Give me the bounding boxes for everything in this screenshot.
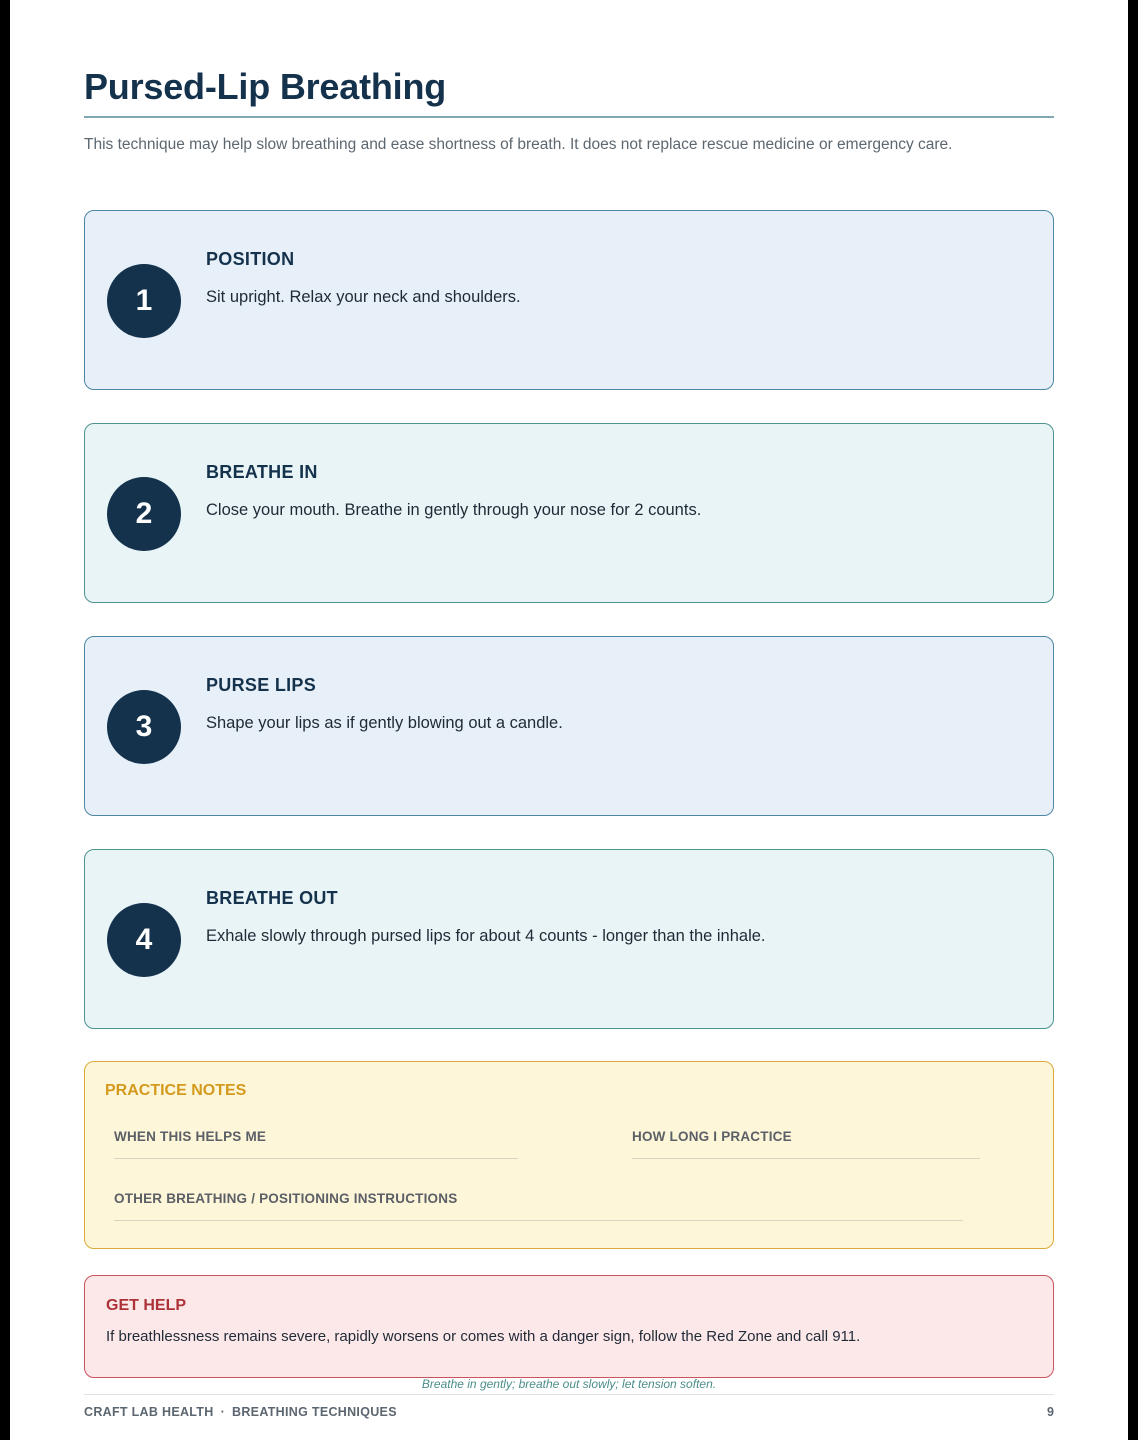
step-heading: PURSE LIPS	[206, 675, 317, 695]
step-description: Close your mouth. Breathe in gently through your nose for 2 counts.	[206, 501, 702, 519]
intro-text: This technique may help slow breathing and ease shortness of breath. It does not replace rescue medicine or emergency care.	[84, 136, 953, 153]
footer-separator: ·	[220, 1405, 226, 1419]
other-instructions-field[interactable]	[114, 1191, 457, 1206]
footer-section-name: BREATHING TECHNIQUES	[232, 1405, 397, 1419]
document-page	[10, 0, 1128, 1440]
step-card-position	[84, 210, 1054, 390]
page-title: Pursed-Lip Breathing	[84, 66, 447, 107]
step-card-purse-lips	[84, 636, 1054, 816]
when-helps-label: WHEN THIS HELPS ME	[114, 1129, 267, 1144]
step-number-badge: 4	[107, 903, 181, 977]
practice-notes-title: PRACTICE NOTES	[105, 1082, 247, 1099]
how-long-writing-line[interactable]	[632, 1158, 980, 1159]
footer-divider	[84, 1394, 1054, 1395]
page-number: 9	[1047, 1405, 1054, 1419]
when-helps-field[interactable]	[114, 1129, 266, 1144]
step-heading: POSITION	[206, 249, 295, 269]
step-description: Shape your lips as if gently blowing out a candle.	[206, 714, 563, 732]
step-number-badge: 3	[107, 690, 181, 764]
how-long-field[interactable]	[632, 1129, 792, 1144]
footer-brand-name: CRAFT LAB HEALTH	[84, 1405, 214, 1419]
step-number-badge: 2	[107, 477, 181, 551]
when-helps-writing-line[interactable]	[114, 1158, 518, 1159]
other-instructions-label: OTHER BREATHING / POSITIONING INSTRUCTIONS	[114, 1191, 458, 1206]
how-long-label: HOW LONG I PRACTICE	[632, 1129, 792, 1144]
footer-brand	[84, 1405, 397, 1419]
get-help-title: GET HELP	[106, 1297, 187, 1314]
get-help-text: If breathlessness remains severe, rapidly worsens or comes with a danger sign, follow the Red Zone and call 911.	[106, 1328, 861, 1345]
step-heading: BREATHE IN	[206, 462, 318, 482]
step-heading: BREATHE OUT	[206, 888, 338, 908]
other-instructions-writing-line[interactable]	[114, 1220, 963, 1221]
practice-notes-box	[84, 1061, 1054, 1249]
get-help-box	[84, 1275, 1054, 1378]
step-number-badge: 1	[107, 264, 181, 338]
title-divider	[84, 116, 1054, 118]
step-description: Exhale slowly through pursed lips for about 4 counts - longer than the inhale.	[206, 927, 766, 945]
breathing-tagline: Breathe in gently; breathe out slowly; let tension soften.	[421, 1377, 717, 1391]
step-card-breathe-out	[84, 849, 1054, 1029]
step-description: Sit upright. Relax your neck and shoulders.	[206, 288, 521, 306]
step-card-breathe-in	[84, 423, 1054, 603]
